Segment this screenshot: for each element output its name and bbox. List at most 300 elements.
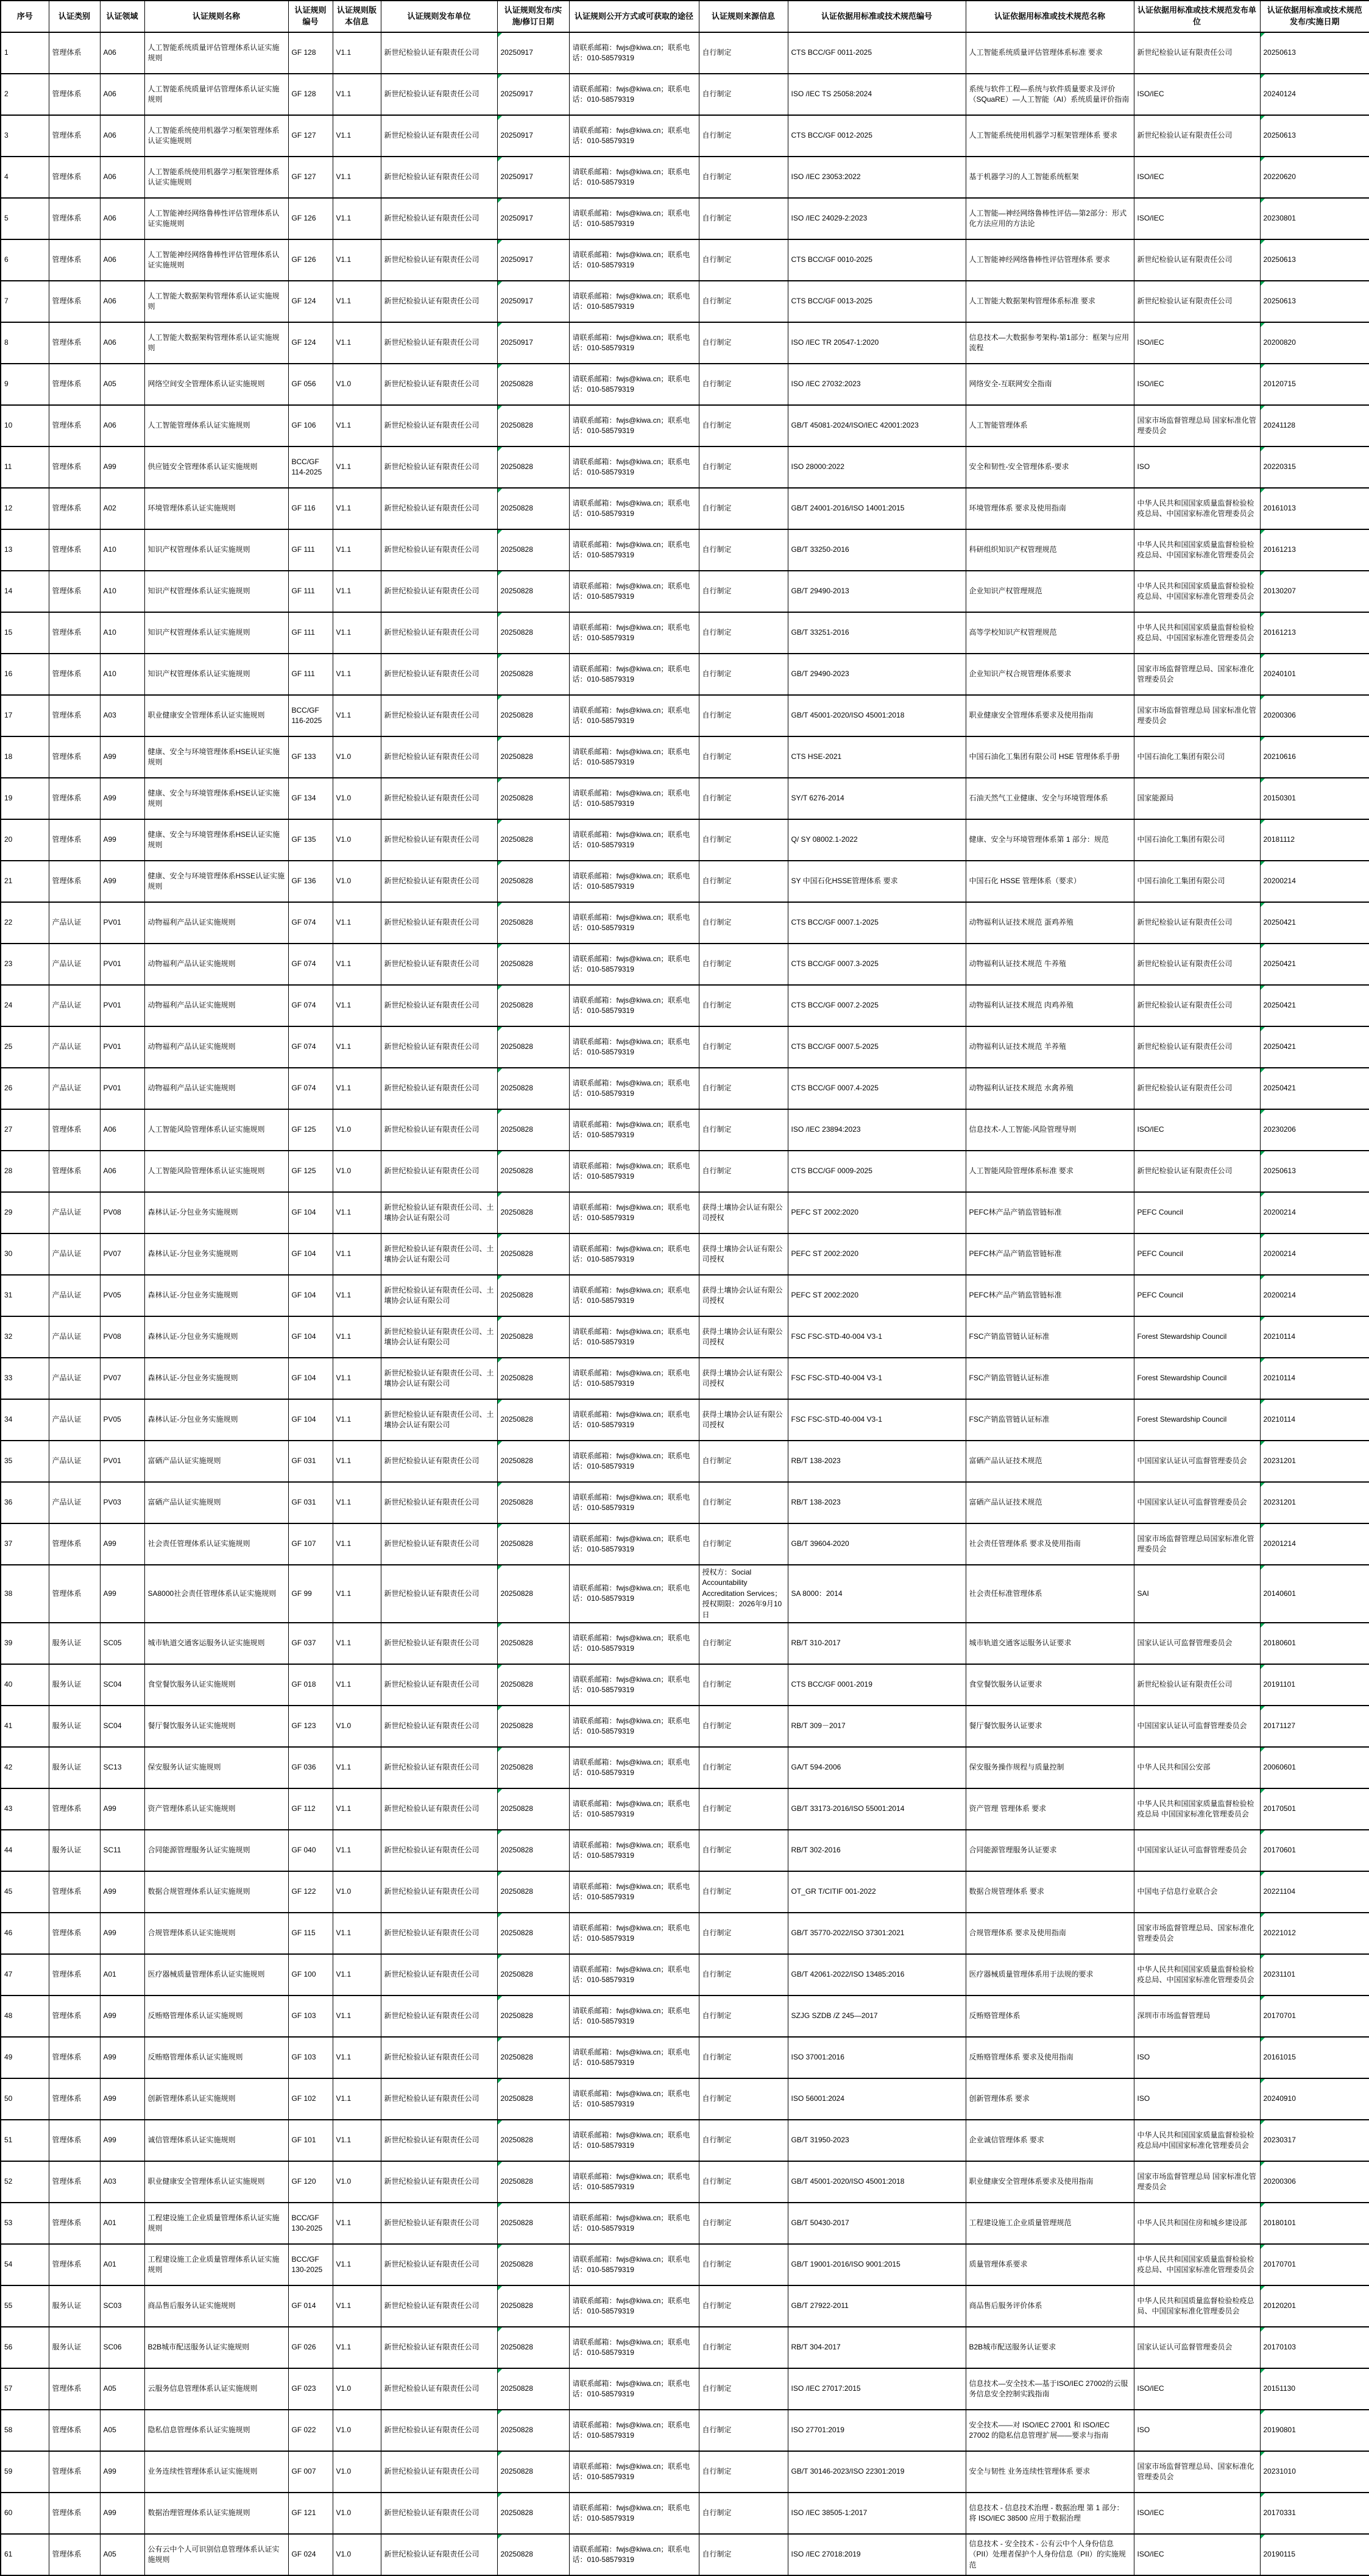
cell-r1-c5: GF 128 (288, 32, 333, 74)
cell-r52-c13: 国家市场监督管理总局 国家标准化管理委员会 (1134, 2161, 1260, 2203)
cell-r41-c3: SC04 (100, 1706, 144, 1747)
cell-r51-c14: 20230317 (1260, 2120, 1369, 2161)
text-format-flag-icon (1261, 116, 1265, 120)
cell-r20-c5: GF 135 (288, 819, 333, 861)
text-format-flag-icon (1261, 1276, 1265, 1280)
cell-r51-c7: 新世纪检验认证有限责任公司 (381, 2120, 497, 2161)
cell-r48-c14: 20170701 (1260, 1996, 1369, 2037)
cell-r59-c9: 请联系邮箱：fwjs@kiwa.cn；联系电话：010-58579319 (569, 2451, 699, 2493)
cell-r52-c6: V1.0 (333, 2161, 381, 2203)
text-format-flag-icon (1261, 1872, 1265, 1876)
cell-r37-c2: 管理体系 (49, 1523, 100, 1565)
cell-r33-c12: FSC产销监管链认证标准 (966, 1358, 1134, 1399)
cell-r39-c2: 服务认证 (49, 1623, 100, 1664)
cell-r49-c7: 新世纪检验认证有限责任公司 (381, 2037, 497, 2078)
cell-r21-c12: 中国石化 HSSE 管理体系（要求） (966, 861, 1134, 902)
cell-r15-c11: GB/T 33251-2016 (788, 612, 966, 654)
cell-r21-c6: V1.0 (333, 861, 381, 902)
cell-r30-c12: PEFC林产品产销监管链标准 (966, 1233, 1134, 1275)
cell-r52-c5: GF 120 (288, 2161, 333, 2203)
cell-r7-c7: 新世纪检验认证有限责任公司 (381, 281, 497, 322)
cell-r20-c9: 请联系邮箱：fwjs@kiwa.cn；联系电话：010-58579319 (569, 819, 699, 861)
cell-r32-c10: 获得土壤协会认证有限公司授权 (699, 1316, 788, 1358)
cell-r22-c4: 动物福利产品认证实施规则 (144, 902, 288, 944)
cell-r36-c8: 20250828 (497, 1482, 569, 1523)
cell-r43-c10: 自行制定 (699, 1788, 788, 1830)
cell-r41-c6: V1.0 (333, 1706, 381, 1747)
cell-r43-c1: 43 (1, 1788, 49, 1830)
cell-r15-c10: 自行制定 (699, 612, 788, 654)
cell-r5-c4: 人工智能神经网络鲁棒性评估管理体系认证实施规则 (144, 198, 288, 239)
cell-r24-c1: 24 (1, 985, 49, 1026)
cell-r45-c13: 中国电子信息行业联合会 (1134, 1871, 1260, 1913)
cell-r58-c11: ISO 27701:2019 (788, 2410, 966, 2451)
text-format-flag-icon (1261, 903, 1265, 907)
table-row (1, 446, 1369, 488)
cell-r5-c3: A06 (100, 198, 144, 239)
table-row (1, 778, 1369, 819)
cell-r9-c1: 9 (1, 364, 49, 405)
cell-r16-c13: 国家市场监督管理总局、国家标准化管理委员会 (1134, 654, 1260, 695)
cell-r29-c9: 请联系邮箱：fwjs@kiwa.cn；联系电话：010-58579319 (569, 1192, 699, 1233)
cell-r29-c8: 20250828 (497, 1192, 569, 1233)
cell-r61-c9: 请联系邮箱：fwjs@kiwa.cn；联系电话：010-58579319 (569, 2534, 699, 2575)
cell-r6-c9: 请联系邮箱：fwjs@kiwa.cn；联系电话：010-58579319 (569, 239, 699, 281)
cell-r51-c5: GF 101 (288, 2120, 333, 2161)
cell-r41-c4: 餐厅餐饮服务认证实施规则 (144, 1706, 288, 1747)
cell-r35-c1: 35 (1, 1441, 49, 1482)
cell-r53-c14: 20180101 (1260, 2203, 1369, 2244)
cell-r47-c13: 中华人民共和国国家质量监督检验检疫总局、中国国家标准化管理委员会 (1134, 1954, 1260, 1996)
text-format-flag-icon (1261, 530, 1265, 534)
text-format-flag-icon (498, 2162, 502, 2166)
cell-r60-c9: 请联系邮箱：fwjs@kiwa.cn；联系电话：010-58579319 (569, 2493, 699, 2534)
cell-r52-c12: 职业健康安全管理体系要求及使用指南 (966, 2161, 1134, 2203)
cell-r26-c11: CTS BCC/GF 0007.4-2025 (788, 1068, 966, 1109)
cell-r60-c8: 20250828 (497, 2493, 569, 2534)
text-format-flag-icon (1261, 1441, 1265, 1445)
cell-r39-c8: 20250828 (497, 1623, 569, 1664)
cell-r21-c1: 21 (1, 861, 49, 902)
cell-r10-c8: 20250828 (497, 405, 569, 446)
column-header-10: 认证规则来源信息 (699, 1, 788, 32)
cell-r48-c11: SZJG SZDB /Z 245—2017 (788, 1996, 966, 2037)
text-format-flag-icon (498, 944, 502, 948)
cell-r3-c5: GF 127 (288, 115, 333, 157)
cell-r16-c5: GF 111 (288, 654, 333, 695)
cell-r26-c8: 20250828 (497, 1068, 569, 1109)
cell-r59-c6: V1.0 (333, 2451, 381, 2493)
cell-r58-c1: 58 (1, 2410, 49, 2451)
cell-r2-c14: 20240124 (1260, 74, 1369, 115)
cell-r37-c5: GF 107 (288, 1523, 333, 1565)
table-row (1, 2327, 1369, 2368)
text-format-flag-icon (1261, 1234, 1265, 1238)
cell-r18-c14: 20210616 (1260, 736, 1369, 778)
cell-r54-c10: 自行制定 (699, 2244, 788, 2285)
cell-r55-c14: 20120201 (1260, 2285, 1369, 2327)
cell-r1-c10: 自行制定 (699, 32, 788, 74)
cell-r56-c10: 自行制定 (699, 2327, 788, 2368)
cell-r14-c12: 企业知识产权管理规范 (966, 571, 1134, 612)
cell-r33-c13: Forest Stewardship Council (1134, 1358, 1260, 1399)
cell-r58-c9: 请联系邮箱：fwjs@kiwa.cn；联系电话：010-58579319 (569, 2410, 699, 2451)
cell-r36-c3: PV03 (100, 1482, 144, 1523)
cell-r29-c7: 新世纪检验认证有限责任公司、土壤协会认证有限公司 (381, 1192, 497, 1233)
cell-r12-c9: 请联系邮箱：fwjs@kiwa.cn；联系电话：010-58579319 (569, 488, 699, 529)
cell-r60-c2: 管理体系 (49, 2493, 100, 2534)
table-row (1, 1151, 1369, 1192)
cell-r36-c7: 新世纪检验认证有限责任公司 (381, 1482, 497, 1523)
cell-r11-c2: 管理体系 (49, 446, 100, 488)
cell-r60-c14: 20170331 (1260, 2493, 1369, 2534)
cell-r51-c12: 企业诚信管理体系 要求 (966, 2120, 1134, 2161)
cell-r29-c11: PEFC ST 2002:2020 (788, 1192, 966, 1233)
cell-r53-c13: 中华人民共和国住房和城乡建设部 (1134, 2203, 1260, 2244)
cell-r10-c13: 国家市场监督管理总局 国家标准化管理委员会 (1134, 405, 1260, 446)
cell-r20-c4: 健康、安全与环境管理体系HSE认证实施规则 (144, 819, 288, 861)
text-format-flag-icon (1261, 1996, 1265, 2000)
cell-r18-c11: CTS HSE-2021 (788, 736, 966, 778)
cell-r19-c13: 国家能源局 (1134, 778, 1260, 819)
text-format-flag-icon (498, 157, 502, 161)
cell-r31-c13: PEFC Council (1134, 1275, 1260, 1316)
cell-r7-c4: 人工智能大数据架构管理体系认证实施规则 (144, 281, 288, 322)
cell-r24-c3: PV01 (100, 985, 144, 1026)
cell-r28-c5: GF 125 (288, 1151, 333, 1192)
cell-r37-c13: 国家市场监督管理总局国家标准化管理委员会 (1134, 1523, 1260, 1565)
cell-r50-c6: V1.1 (333, 2078, 381, 2120)
text-format-flag-icon (1261, 74, 1265, 79)
cell-r39-c4: 城市轨道交通客运服务认证实施规则 (144, 1623, 288, 1664)
text-format-flag-icon (1261, 1789, 1265, 1793)
cell-r1-c6: V1.1 (333, 32, 381, 74)
cell-r50-c10: 自行制定 (699, 2078, 788, 2120)
cell-r23-c9: 请联系邮箱：fwjs@kiwa.cn；联系电话：010-58579319 (569, 944, 699, 985)
cell-r28-c12: 人工智能风险管理体系标准 要求 (966, 1151, 1134, 1192)
cell-r59-c1: 59 (1, 2451, 49, 2493)
cell-r46-c4: 合规管理体系认证实施规则 (144, 1913, 288, 1954)
cell-r22-c13: 新世纪检验认证有限责任公司 (1134, 902, 1260, 944)
cell-r31-c7: 新世纪检验认证有限责任公司、土壤协会认证有限公司 (381, 1275, 497, 1316)
cell-r16-c1: 16 (1, 654, 49, 695)
cell-r27-c9: 请联系邮箱：fwjs@kiwa.cn；联系电话：010-58579319 (569, 1109, 699, 1151)
text-format-flag-icon (498, 2079, 502, 2083)
cell-r40-c5: GF 018 (288, 1664, 333, 1706)
cell-r12-c10: 自行制定 (699, 488, 788, 529)
cell-r13-c11: GB/T 33250-2016 (788, 529, 966, 571)
cell-r61-c2: 管理体系 (49, 2534, 100, 2575)
cell-r7-c8: 20250917 (497, 281, 569, 322)
cell-r27-c6: V1.0 (333, 1109, 381, 1151)
cell-r6-c6: V1.1 (333, 239, 381, 281)
cell-r48-c8: 20250828 (497, 1996, 569, 2037)
cell-r16-c2: 管理体系 (49, 654, 100, 695)
cell-r13-c10: 自行制定 (699, 529, 788, 571)
cell-r53-c1: 53 (1, 2203, 49, 2244)
text-format-flag-icon (498, 1110, 502, 1114)
cell-r35-c10: 自行制定 (699, 1441, 788, 1482)
cell-r24-c6: V1.1 (333, 985, 381, 1026)
cell-r40-c9: 请联系邮箱：fwjs@kiwa.cn；联系电话：010-58579319 (569, 1664, 699, 1706)
cell-r25-c2: 产品认证 (49, 1026, 100, 1068)
text-format-flag-icon (498, 2286, 502, 2290)
cell-r27-c10: 自行制定 (699, 1109, 788, 1151)
text-format-flag-icon (1261, 2038, 1265, 2042)
cell-r61-c5: GF 024 (288, 2534, 333, 2575)
cell-r24-c10: 自行制定 (699, 985, 788, 1026)
cell-r57-c9: 请联系邮箱：fwjs@kiwa.cn；联系电话：010-58579319 (569, 2368, 699, 2410)
text-format-flag-icon (498, 2452, 502, 2456)
cell-r29-c5: GF 104 (288, 1192, 333, 1233)
cell-r16-c12: 企业知识产权合规管理体系要求 (966, 654, 1134, 695)
cell-r6-c10: 自行制定 (699, 239, 788, 281)
cell-r19-c7: 新世纪检验认证有限责任公司 (381, 778, 497, 819)
cell-r8-c9: 请联系邮箱：fwjs@kiwa.cn；联系电话：010-58579319 (569, 322, 699, 364)
cell-r47-c14: 20231101 (1260, 1954, 1369, 1996)
column-header-1: 序号 (1, 1, 49, 32)
cell-r16-c7: 新世纪检验认证有限责任公司 (381, 654, 497, 695)
text-format-flag-icon (498, 2327, 502, 2332)
cell-r19-c11: SY/T 6276-2014 (788, 778, 966, 819)
table-row (1, 695, 1369, 736)
cell-r46-c8: 20250828 (497, 1913, 569, 1954)
table-row (1, 2368, 1369, 2410)
cell-r52-c11: GB/T 45001-2020/ISO 45001:2018 (788, 2161, 966, 2203)
cell-r5-c7: 新世纪检验认证有限责任公司 (381, 198, 497, 239)
cell-r16-c4: 知识产权管理体系认证实施规则 (144, 654, 288, 695)
cell-r16-c6: V1.1 (333, 654, 381, 695)
cell-r34-c10: 获得土壤协会认证有限公司授权 (699, 1399, 788, 1441)
cell-r11-c11: ISO 28000:2022 (788, 446, 966, 488)
text-format-flag-icon (498, 1317, 502, 1321)
cell-r52-c3: A03 (100, 2161, 144, 2203)
cell-r41-c13: 中国国家认证认可监督管理委员会 (1134, 1706, 1260, 1747)
cell-r17-c9: 请联系邮箱：fwjs@kiwa.cn；联系电话：010-58579319 (569, 695, 699, 736)
cell-r2-c9: 请联系邮箱：fwjs@kiwa.cn；联系电话：010-58579319 (569, 74, 699, 115)
cell-r30-c10: 获得土壤协会认证有限公司授权 (699, 1233, 788, 1275)
cell-r13-c8: 20250828 (497, 529, 569, 571)
cell-r20-c6: V1.0 (333, 819, 381, 861)
text-format-flag-icon (1261, 986, 1265, 990)
text-format-flag-icon (498, 820, 502, 824)
cell-r33-c4: 森林认证-分包业务实施规则 (144, 1358, 288, 1399)
cell-r9-c14: 20120715 (1260, 364, 1369, 405)
cell-r15-c8: 20250828 (497, 612, 569, 654)
cell-r34-c9: 请联系邮箱：fwjs@kiwa.cn；联系电话：010-58579319 (569, 1399, 699, 1441)
cell-r35-c5: GF 031 (288, 1441, 333, 1482)
cell-r40-c3: SC04 (100, 1664, 144, 1706)
cell-r12-c5: GF 116 (288, 488, 333, 529)
cell-r4-c3: A06 (100, 157, 144, 198)
cell-r53-c5: BCC/GF 130-2025 (288, 2203, 333, 2244)
cell-r33-c11: FSC FSC-STD-40-004 V3-1 (788, 1358, 966, 1399)
cell-r54-c3: A01 (100, 2244, 144, 2285)
table-row (1, 2161, 1369, 2203)
cell-r40-c7: 新世纪检验认证有限责任公司 (381, 1664, 497, 1706)
cell-r28-c9: 请联系邮箱：fwjs@kiwa.cn；联系电话：010-58579319 (569, 1151, 699, 1192)
cell-r45-c12: 数据合规管理体系 要求 (966, 1871, 1134, 1913)
text-format-flag-icon (1261, 489, 1265, 493)
cell-r41-c14: 20171127 (1260, 1706, 1369, 1747)
cell-r5-c2: 管理体系 (49, 198, 100, 239)
cell-r49-c12: 反贿赂管理体系 要求及使用指南 (966, 2037, 1134, 2078)
table-row (1, 2120, 1369, 2161)
cell-r60-c6: V1.0 (333, 2493, 381, 2534)
cell-r32-c5: GF 104 (288, 1316, 333, 1358)
text-format-flag-icon (1261, 1151, 1265, 1156)
cell-r23-c4: 动物福利产品认证实施规则 (144, 944, 288, 985)
cell-r27-c4: 人工智能风险管理体系认证实施规则 (144, 1109, 288, 1151)
table-row (1, 2493, 1369, 2534)
cell-r61-c11: ISO /IEC 27018:2019 (788, 2534, 966, 2575)
text-format-flag-icon (498, 1748, 502, 1752)
text-format-flag-icon (498, 33, 502, 37)
table-row (1, 239, 1369, 281)
cell-r52-c1: 52 (1, 2161, 49, 2203)
cell-r2-c5: GF 128 (288, 74, 333, 115)
cell-r56-c1: 56 (1, 2327, 49, 2368)
cell-r13-c3: A10 (100, 529, 144, 571)
cell-r39-c10: 自行制定 (699, 1623, 788, 1664)
cell-r43-c8: 20250828 (497, 1788, 569, 1830)
cell-r46-c1: 46 (1, 1913, 49, 1954)
cell-r50-c4: 创新管理体系认证实施规则 (144, 2078, 288, 2120)
cell-r47-c6: V1.1 (333, 1954, 381, 1996)
cell-r44-c8: 20250828 (497, 1830, 569, 1871)
cell-r41-c9: 请联系邮箱：fwjs@kiwa.cn；联系电话：010-58579319 (569, 1706, 699, 1747)
cell-r43-c9: 请联系邮箱：fwjs@kiwa.cn；联系电话：010-58579319 (569, 1788, 699, 1830)
cell-r30-c3: PV07 (100, 1233, 144, 1275)
cell-r31-c12: PEFC林产品产销监管链标准 (966, 1275, 1134, 1316)
cell-r28-c11: CTS BCC/GF 0009-2025 (788, 1151, 966, 1192)
cell-r56-c3: SC06 (100, 2327, 144, 2368)
cell-r59-c2: 管理体系 (49, 2451, 100, 2493)
cell-r29-c4: 森林认证-分包业务实施规则 (144, 1192, 288, 1233)
cell-r8-c3: A06 (100, 322, 144, 364)
cell-r16-c14: 20240101 (1260, 654, 1369, 695)
cell-r60-c1: 60 (1, 2493, 49, 2534)
text-format-flag-icon (498, 1483, 502, 1487)
text-format-flag-icon (498, 489, 502, 493)
cell-r44-c14: 20170601 (1260, 1830, 1369, 1871)
text-format-flag-icon (1261, 1110, 1265, 1114)
cell-r19-c5: GF 134 (288, 778, 333, 819)
cell-r54-c2: 管理体系 (49, 2244, 100, 2285)
cell-r61-c3: A05 (100, 2534, 144, 2575)
cell-r36-c10: 自行制定 (699, 1482, 788, 1523)
text-format-flag-icon (1261, 1317, 1265, 1321)
cell-r22-c7: 新世纪检验认证有限责任公司 (381, 902, 497, 944)
cell-r47-c7: 新世纪检验认证有限责任公司 (381, 1954, 497, 1996)
cell-r52-c4: 职业健康安全管理体系认证实施规则 (144, 2161, 288, 2203)
cell-r4-c5: GF 127 (288, 157, 333, 198)
cell-r48-c10: 自行制定 (699, 1996, 788, 2037)
cell-r3-c14: 20250613 (1260, 115, 1369, 157)
text-format-flag-icon (498, 2410, 502, 2415)
cell-r26-c9: 请联系邮箱：fwjs@kiwa.cn；联系电话：010-58579319 (569, 1068, 699, 1109)
text-format-flag-icon (1261, 1706, 1265, 1710)
cell-r26-c1: 26 (1, 1068, 49, 1109)
cell-r40-c1: 40 (1, 1664, 49, 1706)
table-row (1, 157, 1369, 198)
text-format-flag-icon (1261, 1623, 1265, 1628)
cell-r4-c10: 自行制定 (699, 157, 788, 198)
cell-r24-c4: 动物福利产品认证实施规则 (144, 985, 288, 1026)
cell-r28-c2: 管理体系 (49, 1151, 100, 1192)
cell-r15-c5: GF 111 (288, 612, 333, 654)
table-row (1, 1954, 1369, 1996)
cell-r55-c13: 中华人民共和国质量监督检验检疫总局、中国国家标准化管理委员会 (1134, 2285, 1260, 2327)
cell-r3-c11: CTS BCC/GF 0012-2025 (788, 115, 966, 157)
cell-r30-c1: 30 (1, 1233, 49, 1275)
cell-r47-c2: 管理体系 (49, 1954, 100, 1996)
cell-r12-c6: V1.1 (333, 488, 381, 529)
cell-r52-c14: 20200306 (1260, 2161, 1369, 2203)
cell-r27-c2: 管理体系 (49, 1109, 100, 1151)
cell-r45-c4: 数据合规管理体系认证实施规则 (144, 1871, 288, 1913)
cell-r28-c7: 新世纪检验认证有限责任公司 (381, 1151, 497, 1192)
cell-r4-c7: 新世纪检验认证有限责任公司 (381, 157, 497, 198)
cell-r6-c5: GF 126 (288, 239, 333, 281)
cell-r38-c1: 38 (1, 1565, 49, 1623)
cell-r60-c7: 新世纪检验认证有限责任公司 (381, 2493, 497, 2534)
cell-r9-c10: 自行制定 (699, 364, 788, 405)
cell-r8-c1: 8 (1, 322, 49, 364)
cell-r37-c7: 新世纪检验认证有限责任公司 (381, 1523, 497, 1565)
cell-r36-c5: GF 031 (288, 1482, 333, 1523)
cell-r44-c12: 合同能源管理服务认证要求 (966, 1830, 1134, 1871)
cell-r14-c2: 管理体系 (49, 571, 100, 612)
cell-r42-c3: SC13 (100, 1747, 144, 1788)
table-row (1, 281, 1369, 322)
cell-r45-c3: A99 (100, 1871, 144, 1913)
cell-r6-c11: CTS BCC/GF 0010-2025 (788, 239, 966, 281)
cell-r28-c8: 20250828 (497, 1151, 569, 1192)
cell-r9-c3: A05 (100, 364, 144, 405)
cell-r35-c9: 请联系邮箱：fwjs@kiwa.cn；联系电话：010-58579319 (569, 1441, 699, 1482)
cell-r49-c9: 请联系邮箱：fwjs@kiwa.cn；联系电话：010-58579319 (569, 2037, 699, 2078)
cell-r38-c8: 20250828 (497, 1565, 569, 1623)
cell-r13-c14: 20161213 (1260, 529, 1369, 571)
cell-r12-c7: 新世纪检验认证有限责任公司 (381, 488, 497, 529)
cell-r29-c6: V1.1 (333, 1192, 381, 1233)
table-row (1, 2078, 1369, 2120)
table-row (1, 2244, 1369, 2285)
column-header-9: 认证规则公开方式或可获取的途径 (569, 1, 699, 32)
cell-r38-c5: GF 99 (288, 1565, 333, 1623)
cell-r14-c5: GF 111 (288, 571, 333, 612)
cell-r37-c14: 20201214 (1260, 1523, 1369, 1565)
cell-r26-c5: GF 074 (288, 1068, 333, 1109)
table-row (1, 1747, 1369, 1788)
cell-r42-c6: V1.1 (333, 1747, 381, 1788)
cell-r21-c7: 新世纪检验认证有限责任公司 (381, 861, 497, 902)
cell-r14-c4: 知识产权管理体系认证实施规则 (144, 571, 288, 612)
cell-r18-c13: 中国石油化工集团有限公司 (1134, 736, 1260, 778)
cell-r52-c2: 管理体系 (49, 2161, 100, 2203)
cell-r8-c5: GF 124 (288, 322, 333, 364)
column-header-11: 认证依据用标准或技术规范编号 (788, 1, 966, 32)
text-format-flag-icon (1261, 1565, 1265, 1570)
cell-r61-c12: 信息技术 - 安全技术 - 公有云中个人身份信息（PII）处理者保护个人身份信息（PII）的实施规范 (966, 2534, 1134, 2575)
cell-r3-c9: 请联系邮箱：fwjs@kiwa.cn；联系电话：010-58579319 (569, 115, 699, 157)
text-format-flag-icon (1261, 1358, 1265, 1363)
cell-r47-c11: GB/T 42061-2022/ISO 13485:2016 (788, 1954, 966, 1996)
cell-r11-c8: 20250828 (497, 446, 569, 488)
cell-r57-c8: 20250828 (497, 2368, 569, 2410)
cell-r53-c12: 工程建设施工企业质量管理规范 (966, 2203, 1134, 2244)
